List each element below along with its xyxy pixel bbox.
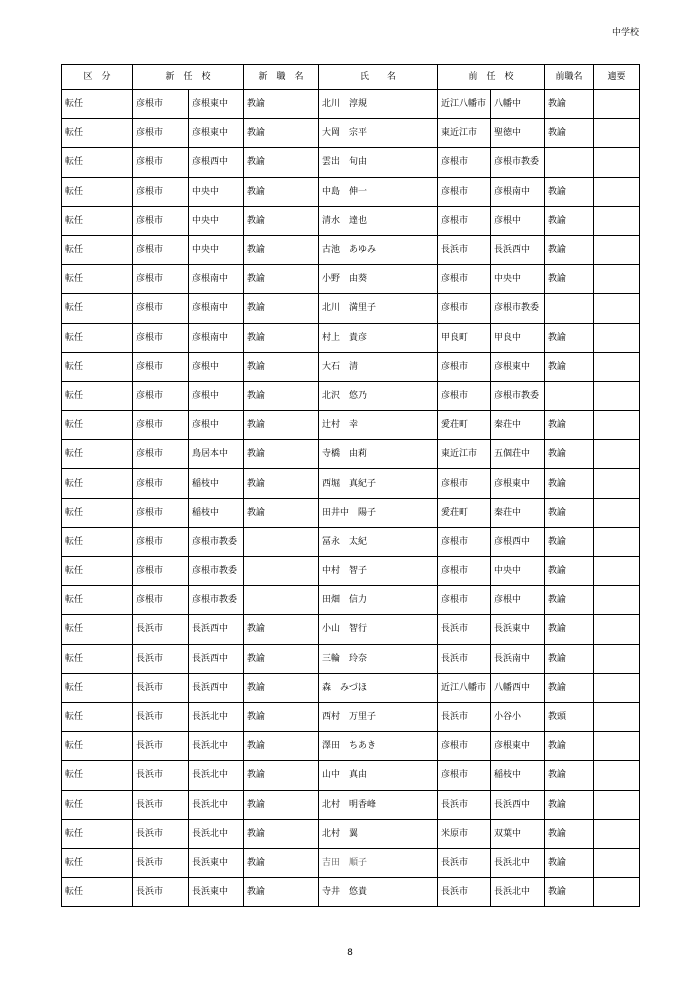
remarks-cell — [594, 819, 640, 848]
prev-city-cell: 長浜市 — [438, 615, 491, 644]
new-school-cell: 彦根市教委 — [189, 527, 244, 556]
new-position-cell: 教諭 — [244, 294, 319, 323]
new-school-cell: 彦根市教委 — [189, 557, 244, 586]
name-cell: 大石 清 — [319, 352, 438, 381]
name-cell: 村上 貴彦 — [319, 323, 438, 352]
remarks-cell — [594, 381, 640, 410]
remarks-cell — [594, 440, 640, 469]
prev-position-cell: 教諭 — [545, 177, 594, 206]
new-position-cell: 教諭 — [244, 352, 319, 381]
page-number: 8 — [347, 948, 353, 958]
prev-position-cell: 教諭 — [545, 557, 594, 586]
new-school-cell: 長浜北中 — [189, 819, 244, 848]
transfer-type-cell: 転任 — [62, 469, 133, 498]
new-city-cell: 長浜市 — [133, 790, 189, 819]
new-city-cell: 彦根市 — [133, 265, 189, 294]
remarks-cell — [594, 702, 640, 731]
prev-position-cell: 教諭 — [545, 265, 594, 294]
prev-school-cell: 秦荘中 — [491, 498, 545, 527]
remarks-cell — [594, 761, 640, 790]
prev-city-cell: 彦根市 — [438, 732, 491, 761]
prev-city-cell: 彦根市 — [438, 586, 491, 615]
prev-city-cell: 彦根市 — [438, 294, 491, 323]
personnel-transfer-table — [61, 64, 640, 907]
new-school-cell: 彦根西中 — [189, 148, 244, 177]
prev-school-cell: 双葉中 — [491, 819, 545, 848]
new-position-cell: 教諭 — [244, 790, 319, 819]
remarks-cell — [594, 644, 640, 673]
new-position-cell: 教諭 — [244, 90, 319, 119]
prev-position-cell: 教諭 — [545, 206, 594, 235]
new-school-cell: 中央中 — [189, 177, 244, 206]
table-row — [62, 819, 640, 848]
prev-school-cell: 長浜西中 — [491, 235, 545, 264]
new-position-cell: 教諭 — [244, 878, 319, 907]
prev-school-cell: 八幡中 — [491, 90, 545, 119]
name-cell: 北村 明香峰 — [319, 790, 438, 819]
prev-position-cell: 教諭 — [545, 878, 594, 907]
new-city-cell: 彦根市 — [133, 148, 189, 177]
new-school-cell: 長浜東中 — [189, 848, 244, 877]
prev-school-cell: 彦根市教委 — [491, 294, 545, 323]
name-cell: 北沢 悠乃 — [319, 381, 438, 410]
name-cell: 寺井 悠貴 — [319, 878, 438, 907]
name-cell: 西堀 真紀子 — [319, 469, 438, 498]
prev-position-cell: 教諭 — [545, 323, 594, 352]
prev-city-cell: 長浜市 — [438, 644, 491, 673]
new-school-cell: 長浜北中 — [189, 702, 244, 731]
prev-city-cell: 長浜市 — [438, 702, 491, 731]
new-city-cell: 彦根市 — [133, 586, 189, 615]
new-position-cell: 教諭 — [244, 673, 319, 702]
remarks-cell — [594, 235, 640, 264]
new-city-cell: 長浜市 — [133, 702, 189, 731]
name-cell: 辻村 幸 — [319, 411, 438, 440]
transfer-type-cell: 転任 — [62, 90, 133, 119]
new-city-cell: 彦根市 — [133, 352, 189, 381]
transfer-type-cell: 転任 — [62, 235, 133, 264]
new-position-cell: 教諭 — [244, 265, 319, 294]
prev-school-cell: 長浜西中 — [491, 790, 545, 819]
prev-city-cell: 彦根市 — [438, 527, 491, 556]
new-school-cell: 長浜西中 — [189, 615, 244, 644]
prev-school-cell: 長浜北中 — [491, 848, 545, 877]
new-school-cell: 彦根南中 — [189, 294, 244, 323]
remarks-cell — [594, 265, 640, 294]
remarks-cell — [594, 206, 640, 235]
transfer-type-cell: 転任 — [62, 440, 133, 469]
new-school-cell: 長浜北中 — [189, 790, 244, 819]
table-row — [62, 498, 640, 527]
prev-school-cell: 彦根中 — [491, 206, 545, 235]
new-city-cell: 彦根市 — [133, 90, 189, 119]
new-school-cell: 長浜西中 — [189, 644, 244, 673]
table-row — [62, 673, 640, 702]
prev-school-cell: 彦根市教委 — [491, 148, 545, 177]
name-cell: 森 みづほ — [319, 673, 438, 702]
remarks-cell — [594, 790, 640, 819]
prev-city-cell: 近江八幡市 — [438, 673, 491, 702]
prev-school-cell: 八幡西中 — [491, 673, 545, 702]
table-row — [62, 265, 640, 294]
new-position-cell: 教諭 — [244, 119, 319, 148]
new-city-cell: 彦根市 — [133, 119, 189, 148]
table-row — [62, 381, 640, 410]
remarks-cell — [594, 352, 640, 381]
table-row — [62, 557, 640, 586]
name-cell: 小山 智行 — [319, 615, 438, 644]
transfer-type-cell: 転任 — [62, 323, 133, 352]
prev-position-cell: 教諭 — [545, 352, 594, 381]
name-cell: 寺橋 由莉 — [319, 440, 438, 469]
prev-school-cell: 秦荘中 — [491, 411, 545, 440]
transfer-type-cell: 転任 — [62, 498, 133, 527]
prev-position-cell: 教諭 — [545, 732, 594, 761]
prev-school-cell: 彦根東中 — [491, 732, 545, 761]
new-city-cell: 彦根市 — [133, 323, 189, 352]
header-transfer-type: 区 分 — [62, 65, 133, 90]
new-position-cell: 教諭 — [244, 148, 319, 177]
prev-city-cell: 米原市 — [438, 819, 491, 848]
table-row — [62, 732, 640, 761]
transfer-type-cell: 転任 — [62, 411, 133, 440]
new-school-cell: 長浜北中 — [189, 732, 244, 761]
prev-school-cell: 彦根東中 — [491, 352, 545, 381]
new-position-cell: 教諭 — [244, 177, 319, 206]
table-body — [62, 90, 640, 907]
school-level-label: 中学校 — [611, 28, 639, 38]
transfer-type-cell: 転任 — [62, 732, 133, 761]
prev-city-cell: 愛荘町 — [438, 498, 491, 527]
new-position-cell: 教諭 — [244, 381, 319, 410]
name-cell: 冨永 太紀 — [319, 527, 438, 556]
table-row — [62, 411, 640, 440]
name-cell: 田畑 信力 — [319, 586, 438, 615]
transfer-type-cell: 転任 — [62, 586, 133, 615]
transfer-type-cell: 転任 — [62, 527, 133, 556]
new-city-cell: 彦根市 — [133, 177, 189, 206]
remarks-cell — [594, 294, 640, 323]
transfer-type-cell: 転任 — [62, 702, 133, 731]
prev-city-cell: 彦根市 — [438, 148, 491, 177]
new-position-cell: 教諭 — [244, 819, 319, 848]
new-city-cell: 彦根市 — [133, 235, 189, 264]
remarks-cell — [594, 732, 640, 761]
table-header-row — [62, 65, 640, 90]
name-cell: 西村 万里子 — [319, 702, 438, 731]
remarks-cell — [594, 586, 640, 615]
remarks-cell — [594, 878, 640, 907]
table-row — [62, 440, 640, 469]
new-city-cell: 彦根市 — [133, 294, 189, 323]
new-school-cell: 稲枝中 — [189, 498, 244, 527]
table-row — [62, 644, 640, 673]
prev-city-cell: 長浜市 — [438, 848, 491, 877]
new-school-cell: 彦根東中 — [189, 119, 244, 148]
new-school-cell: 中央中 — [189, 235, 244, 264]
new-position-cell: 教諭 — [244, 440, 319, 469]
name-cell: 田井中 陽子 — [319, 498, 438, 527]
new-school-cell: 鳥居本中 — [189, 440, 244, 469]
prev-school-cell: 五個荘中 — [491, 440, 545, 469]
new-city-cell: 彦根市 — [133, 469, 189, 498]
prev-position-cell: 教諭 — [545, 586, 594, 615]
remarks-cell — [594, 90, 640, 119]
prev-school-cell: 長浜北中 — [491, 878, 545, 907]
new-city-cell: 長浜市 — [133, 819, 189, 848]
transfer-type-cell: 転任 — [62, 878, 133, 907]
new-position-cell: 教諭 — [244, 323, 319, 352]
name-cell: 澤田 ちあき — [319, 732, 438, 761]
remarks-cell — [594, 527, 640, 556]
prev-city-cell: 長浜市 — [438, 790, 491, 819]
name-cell: 北川 満里子 — [319, 294, 438, 323]
remarks-cell — [594, 411, 640, 440]
new-school-cell: 彦根南中 — [189, 323, 244, 352]
prev-city-cell: 長浜市 — [438, 235, 491, 264]
table-row — [62, 761, 640, 790]
transfer-type-cell: 転任 — [62, 177, 133, 206]
prev-position-cell: 教頭 — [545, 702, 594, 731]
prev-city-cell: 彦根市 — [438, 469, 491, 498]
remarks-cell — [594, 848, 640, 877]
header-new-position: 新 職 名 — [244, 65, 319, 90]
prev-school-cell: 彦根東中 — [491, 469, 545, 498]
new-position-cell: 教諭 — [244, 469, 319, 498]
table-row — [62, 615, 640, 644]
prev-position-cell: 教諭 — [545, 235, 594, 264]
new-city-cell: 彦根市 — [133, 440, 189, 469]
table-row — [62, 206, 640, 235]
prev-school-cell: 長浜南中 — [491, 644, 545, 673]
transfer-type-cell: 転任 — [62, 119, 133, 148]
prev-city-cell: 近江八幡市 — [438, 90, 491, 119]
remarks-cell — [594, 177, 640, 206]
new-city-cell: 長浜市 — [133, 673, 189, 702]
new-city-cell: 彦根市 — [133, 411, 189, 440]
table-row — [62, 469, 640, 498]
remarks-cell — [594, 498, 640, 527]
transfer-type-cell: 転任 — [62, 673, 133, 702]
prev-position-cell: 教諭 — [545, 761, 594, 790]
new-school-cell: 長浜北中 — [189, 761, 244, 790]
new-city-cell: 彦根市 — [133, 527, 189, 556]
new-school-cell: 稲枝中 — [189, 469, 244, 498]
new-city-cell: 長浜市 — [133, 732, 189, 761]
table-row — [62, 527, 640, 556]
new-city-cell: 彦根市 — [133, 206, 189, 235]
prev-school-cell: 中央中 — [491, 265, 545, 294]
table-row — [62, 323, 640, 352]
prev-city-cell: 彦根市 — [438, 265, 491, 294]
prev-city-cell: 甲良町 — [438, 323, 491, 352]
transfer-type-cell: 転任 — [62, 761, 133, 790]
transfer-type-cell: 転任 — [62, 790, 133, 819]
remarks-cell — [594, 557, 640, 586]
table-row — [62, 294, 640, 323]
transfer-type-cell: 転任 — [62, 206, 133, 235]
name-cell: 中島 伸一 — [319, 177, 438, 206]
new-city-cell: 彦根市 — [133, 381, 189, 410]
prev-city-cell: 彦根市 — [438, 352, 491, 381]
table-row — [62, 702, 640, 731]
prev-position-cell: 教諭 — [545, 119, 594, 148]
transfer-type-cell: 転任 — [62, 848, 133, 877]
new-position-cell: 教諭 — [244, 848, 319, 877]
prev-school-cell: 中央中 — [491, 557, 545, 586]
prev-position-cell: 教諭 — [545, 848, 594, 877]
prev-city-cell: 愛荘町 — [438, 411, 491, 440]
new-position-cell: 教諭 — [244, 761, 319, 790]
table-row — [62, 586, 640, 615]
prev-position-cell: 教諭 — [545, 411, 594, 440]
prev-position-cell: 教諭 — [545, 819, 594, 848]
new-position-cell — [244, 527, 319, 556]
new-school-cell: 彦根中 — [189, 352, 244, 381]
new-school-cell: 長浜東中 — [189, 878, 244, 907]
prev-city-cell: 彦根市 — [438, 177, 491, 206]
transfer-type-cell: 転任 — [62, 615, 133, 644]
table-row — [62, 878, 640, 907]
prev-position-cell — [545, 381, 594, 410]
new-city-cell: 長浜市 — [133, 761, 189, 790]
transfer-type-cell: 転任 — [62, 557, 133, 586]
new-city-cell: 長浜市 — [133, 848, 189, 877]
transfer-type-cell: 転任 — [62, 265, 133, 294]
table-row — [62, 235, 640, 264]
new-position-cell — [244, 557, 319, 586]
new-position-cell: 教諭 — [244, 235, 319, 264]
new-school-cell: 彦根中 — [189, 381, 244, 410]
name-cell: 清水 達也 — [319, 206, 438, 235]
prev-city-cell: 彦根市 — [438, 206, 491, 235]
prev-school-cell: 長浜東中 — [491, 615, 545, 644]
header-prev-position: 前職名 — [545, 65, 594, 90]
prev-city-cell: 東近江市 — [438, 119, 491, 148]
header-new-school: 新 任 校 — [133, 65, 244, 90]
new-position-cell: 教諭 — [244, 206, 319, 235]
transfer-type-cell: 転任 — [62, 148, 133, 177]
new-school-cell: 彦根中 — [189, 411, 244, 440]
table-header — [62, 65, 640, 90]
prev-position-cell: 教諭 — [545, 469, 594, 498]
prev-school-cell: 甲良中 — [491, 323, 545, 352]
prev-school-cell: 彦根南中 — [491, 177, 545, 206]
new-position-cell — [244, 586, 319, 615]
prev-position-cell: 教諭 — [545, 498, 594, 527]
name-cell: 北川 淳規 — [319, 90, 438, 119]
new-city-cell: 彦根市 — [133, 498, 189, 527]
prev-school-cell: 聖徳中 — [491, 119, 545, 148]
prev-city-cell: 彦根市 — [438, 381, 491, 410]
header-prev-school: 前 任 校 — [438, 65, 545, 90]
table-row — [62, 790, 640, 819]
new-city-cell: 長浜市 — [133, 615, 189, 644]
prev-position-cell: 教諭 — [545, 527, 594, 556]
prev-position-cell: 教諭 — [545, 90, 594, 119]
new-city-cell: 彦根市 — [133, 557, 189, 586]
name-cell: 山中 真由 — [319, 761, 438, 790]
prev-position-cell: 教諭 — [545, 644, 594, 673]
transfer-type-cell: 転任 — [62, 819, 133, 848]
remarks-cell — [594, 323, 640, 352]
prev-school-cell: 彦根市教委 — [491, 381, 545, 410]
remarks-cell — [594, 148, 640, 177]
table-row — [62, 90, 640, 119]
new-position-cell: 教諭 — [244, 732, 319, 761]
transfer-type-cell: 転任 — [62, 381, 133, 410]
new-position-cell: 教諭 — [244, 644, 319, 673]
prev-position-cell — [545, 148, 594, 177]
prev-city-cell: 長浜市 — [438, 878, 491, 907]
prev-position-cell — [545, 294, 594, 323]
transfer-type-cell: 転任 — [62, 644, 133, 673]
prev-school-cell: 稲枝中 — [491, 761, 545, 790]
remarks-cell — [594, 615, 640, 644]
new-school-cell: 彦根南中 — [189, 265, 244, 294]
prev-position-cell: 教諭 — [545, 440, 594, 469]
new-school-cell: 長浜西中 — [189, 673, 244, 702]
new-school-cell: 彦根東中 — [189, 90, 244, 119]
new-position-cell: 教諭 — [244, 702, 319, 731]
table-row — [62, 177, 640, 206]
table-row — [62, 119, 640, 148]
prev-city-cell: 彦根市 — [438, 761, 491, 790]
table-row — [62, 352, 640, 381]
new-school-cell: 彦根市教委 — [189, 586, 244, 615]
transfer-type-cell: 転任 — [62, 352, 133, 381]
name-cell: 大岡 宗平 — [319, 119, 438, 148]
remarks-cell — [594, 119, 640, 148]
new-position-cell: 教諭 — [244, 411, 319, 440]
name-cell: 雲出 旬由 — [319, 148, 438, 177]
name-cell: 古池 あゆみ — [319, 235, 438, 264]
name-cell: 中村 智子 — [319, 557, 438, 586]
remarks-cell — [594, 673, 640, 702]
remarks-cell — [594, 469, 640, 498]
prev-school-cell: 小谷小 — [491, 702, 545, 731]
header-name: 氏 名 — [319, 65, 438, 90]
name-cell: 吉田 順子 — [319, 848, 438, 877]
prev-school-cell: 彦根中 — [491, 586, 545, 615]
name-cell: 小野 由葵 — [319, 265, 438, 294]
prev-position-cell: 教諭 — [545, 790, 594, 819]
prev-city-cell: 彦根市 — [438, 557, 491, 586]
prev-position-cell: 教諭 — [545, 673, 594, 702]
prev-school-cell: 彦根西中 — [491, 527, 545, 556]
prev-position-cell: 教諭 — [545, 615, 594, 644]
new-school-cell: 中央中 — [189, 206, 244, 235]
new-position-cell: 教諭 — [244, 498, 319, 527]
new-city-cell: 長浜市 — [133, 878, 189, 907]
name-cell: 北村 翼 — [319, 819, 438, 848]
transfer-type-cell: 転任 — [62, 294, 133, 323]
table-row — [62, 148, 640, 177]
new-position-cell: 教諭 — [244, 615, 319, 644]
name-cell: 三輪 玲奈 — [319, 644, 438, 673]
prev-city-cell: 東近江市 — [438, 440, 491, 469]
header-remarks: 適要 — [594, 65, 640, 90]
table-row — [62, 848, 640, 877]
new-city-cell: 長浜市 — [133, 644, 189, 673]
